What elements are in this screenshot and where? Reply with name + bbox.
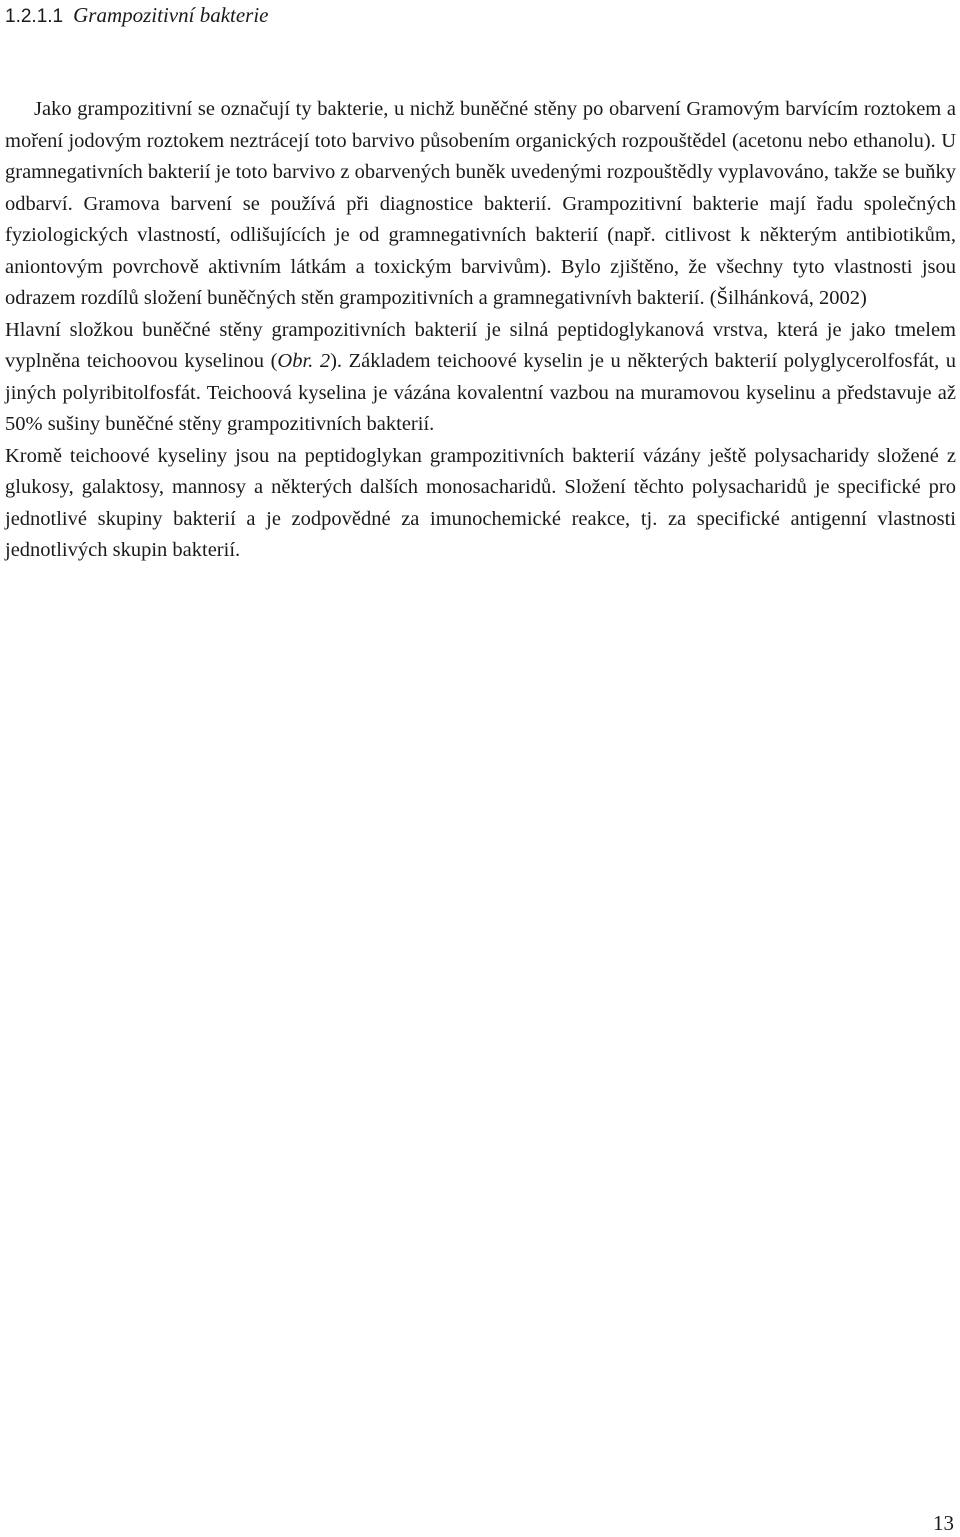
- paragraph-text: Kromě teichoové kyseliny jsou na peptidoglykan grampozitivních bakterií vázány ještě polysacharidy složené z glukosy, galaktosy, mannosy a některých dalších monosacharidů. Složení těchto polysacharidů je specifické pro jednotlivé skupiny bakterií a je zodpovědné za imunochemické reakce, tj. za specifické antigenní vlastnosti jednotlivých skupin bakterií.: [5, 444, 956, 561]
- paragraph-text: Hlavní složkou buněčné stěny grampozitivních bakterií je silná peptidoglykanová vrstva, která je jako tmelem vyplněna teichoovou kyselinou (: [5, 318, 956, 372]
- paragraph: [5, 94, 956, 315]
- paragraph: [5, 441, 956, 567]
- body-text: [5, 94, 956, 567]
- section-title: Grampozitivní bakterie: [73, 3, 269, 27]
- paragraph-text: Jako grampozitivní se označují ty bakterie, u nichž buněčné stěny po obarvení Gramovým barvícím roztokem a moření jodovým roztokem neztrácejí toto barvivo působením organických rozpouštědel (acetonu nebo ethanolu). U gramnegativních bakterií je toto barvivo z obarvených buněk uvedenými rozpouštědly vyplavováno, takže se buňky odbarví. Gramova barvení se používá při diagnostice bakterií. Grampozitivní bakterie mají řadu společných fyziologických vlastností, odlišujících je od gramnegativních bakterií (např. citlivost k některým antibiotikům, aniontovým povrchově aktivním látkám a toxickým barvivům). Bylo zjištěno, že všechny tyto vlastnosti jsou odrazem rozdílů složení buněčných stěn grampozitivních a gramnegativnívh bakterií. (Šilhánková, 2002): [5, 98, 956, 309]
- paragraph-text: ). Základem teichoové kyselin je u některých bakterií polyglycerolfosfát, u jiných polyribitolfosfát. Teichoová kyselina je vázána kovalentní vazbou na muramovou kyselinu a představuje až 50% sušiny buněčné stěny grampozitivních bakterií.: [5, 350, 956, 435]
- figure-reference: Obr. 2: [277, 350, 331, 372]
- paragraph: [5, 315, 956, 441]
- page-number: 13: [933, 1511, 954, 1535]
- section-number: 1.2.1.1: [5, 6, 64, 27]
- section-heading: [5, 0, 269, 32]
